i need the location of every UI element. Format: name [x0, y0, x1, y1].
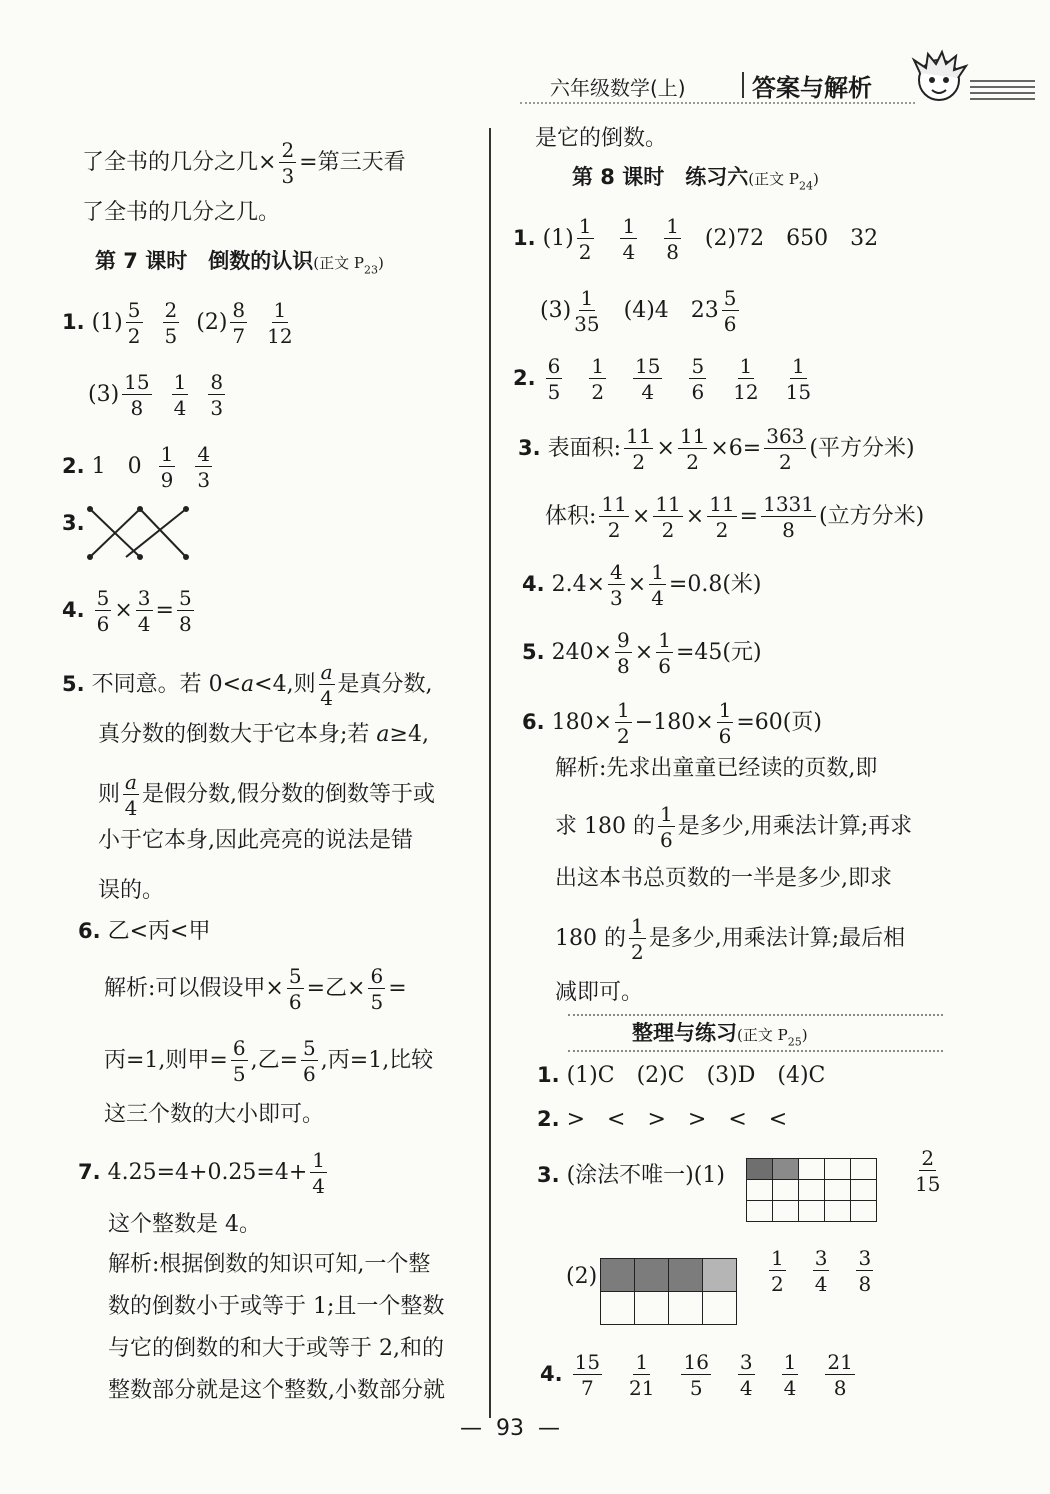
left-q1-line1: 1. (1) $\frac{5}{2}$ $\frac{2}{5}$ (2) $\frac{8}{7}$ $\frac{1}{12}$ [62, 298, 293, 348]
review-q2: 2. > < > > < < [537, 1107, 788, 1132]
page-header [520, 70, 1040, 104]
matching-lines-diagram [86, 505, 190, 561]
left-q6-answer: 6. 乙<丙<甲 [78, 919, 211, 944]
review-heading: 整理与练习(正文 $P_{25}$) [632, 1021, 808, 1049]
header-title: 答案与解析 [752, 74, 872, 102]
left-q5-line5: 误的。 [98, 878, 165, 903]
header-stripes [970, 76, 1035, 104]
review-top-rule [568, 1014, 943, 1016]
right-q3-volume: 体积: $\frac{11}{2}$ × $\frac{11}{2}$ × $\frac{11}{2}$ = $\frac{1331}{8}$ (立方分米) [545, 492, 925, 542]
left-continuation-line1: 了全书的几分之几× $\frac{2}{3}$ =第三天看 [82, 138, 406, 188]
right-q6-explain1: 解析:先求出童童已经读的页数,即 [555, 756, 878, 781]
left-q3: 3. [62, 511, 85, 535]
review-q3-frac2: $\frac{1}{2}$ $\frac{3}{4}$ $\frac{3}{8}$ [771, 1246, 872, 1296]
right-q3-surface: 3. 表面积: $\frac{11}{2}$ × $\frac{11}{2}$ ×6= $\frac{363}{2}$ (平方分米) [518, 424, 915, 474]
review-q1: 1. (1)C (2)C (3)D (4)C [537, 1063, 826, 1088]
left-q5-line4: 小于它本身,因此亮亮的说法是错 [98, 828, 413, 853]
right-q6: 6. 180× $\frac{1}{2}$ −180× $\frac{1}{6}$ =60(页) [522, 698, 822, 748]
right-q1-line1: 1. (1) $\frac{1}{2}$ $\frac{1}{4}$ $\frac{1}{8}$ (2)72 650 32 [513, 214, 879, 264]
left-q7-explain4: 整数部分就是这个整数,小数部分就 [108, 1378, 445, 1403]
left-q1-line2: (3) $\frac{15}{8}$ $\frac{1}{4}$ $\frac{8}{3}$ [88, 370, 224, 420]
left-q5-line2: 真分数的倒数大于它本身;若 a≥4, [98, 722, 429, 747]
review-bottom-rule [568, 1050, 943, 1052]
shading-grid-2 [600, 1258, 737, 1325]
review-q3-line1: 3. (涂法不唯一)(1) [537, 1163, 725, 1188]
right-q2: 2. $\frac{6}{5}$ $\frac{1}{2}$ $\frac{15}{4}$ $\frac{5}{6}$ $\frac{1}{12}$ $\frac{1}{15}$ [513, 354, 812, 404]
right-q5: 5. 240× $\frac{9}{8}$ × $\frac{1}{6}$ =45(元) [522, 628, 762, 678]
left-q7-explain1: 解析:根据倒数的知识可知,一个整 [108, 1252, 431, 1277]
left-q2: 2. 1 0 $\frac{1}{9}$ $\frac{4}{3}$ [62, 442, 211, 492]
left-q6-explain2: 丙=1,则甲= $\frac{6}{5}$ ,乙= $\frac{5}{6}$ ,丙=1,比较 [104, 1036, 434, 1086]
right-q6-explain4: 180 的 $\frac{1}{2}$ 是多少,用乘法计算;最后相 [555, 914, 906, 964]
column-divider [489, 128, 491, 1418]
page-number: — 93 — [460, 1416, 560, 1441]
right-q1-line2: (3) $\frac{1}{35}$ (4)4 23 $\frac{5}{6}$ [540, 286, 737, 336]
header-dotted-line [520, 102, 915, 105]
fraction: $\frac{2}{3}$ [281, 138, 295, 188]
left-q6-explain3: 这三个数的大小即可。 [104, 1102, 325, 1127]
right-q4: 4. 2.4× $\frac{4}{3}$ × $\frac{1}{4}$ =0.8(米) [522, 560, 762, 610]
left-q7-explain3: 与它的倒数的和大于或等于 2,和的 [108, 1336, 444, 1361]
right-q6-explain5: 减即可。 [555, 980, 644, 1005]
left-q5-line1: 5. 不同意。若 0<a<4,则 $\frac{a}{4}$ 是真分数, [62, 660, 433, 710]
mascot-icon [908, 48, 970, 108]
left-q4: 4. $\frac{5}{6}$ × $\frac{3}{4}$ = $\frac{5}{8}$ [62, 586, 192, 636]
left-q7-explain2: 数的倒数小于或等于 1;且一个整数 [108, 1294, 445, 1319]
review-q3-part2-label: (2) [566, 1264, 598, 1289]
subject-label: 六年级数学(上) [550, 76, 686, 100]
left-q5-line3: 则 $\frac{a}{4}$ 是假分数,假分数的倒数等于或 [98, 770, 435, 820]
left-q7-equation: 7. 4.25=4+0.25=4+ $\frac{1}{4}$ [78, 1148, 326, 1198]
shading-grid-1 [746, 1158, 877, 1222]
review-q3-frac1: $\frac{2}{15}$ [915, 1146, 941, 1196]
header-separator [742, 72, 744, 98]
right-continuation: 是它的倒数。 [535, 126, 668, 151]
right-q6-explain3: 出这本书总页数的一半是多少,即求 [555, 866, 892, 891]
right-q6-explain2: 求 180 的 $\frac{1}{6}$ 是多少,用乘法计算;再求 [555, 802, 913, 852]
section-8-heading: 第 8 课时 练习六(正文 $P_{24}$) [572, 165, 819, 193]
review-q4: 4. $\frac{15}{7}$ $\frac{1}{21}$ $\frac{16}{5}$ $\frac{3}{4}$ $\frac{1}{4}$ $\frac{21}{8}$ [540, 1350, 853, 1400]
left-continuation-line2: 了全书的几分之几。 [82, 200, 281, 225]
section-7-heading: 第 7 课时 倒数的认识(正文 $P_{23}$) [95, 249, 384, 277]
left-q6-explain1: 解析:可以假设甲× $\frac{5}{6}$ =乙× $\frac{6}{5}$ = [104, 964, 407, 1014]
left-q7-line2: 这个整数是 4。 [108, 1212, 261, 1237]
